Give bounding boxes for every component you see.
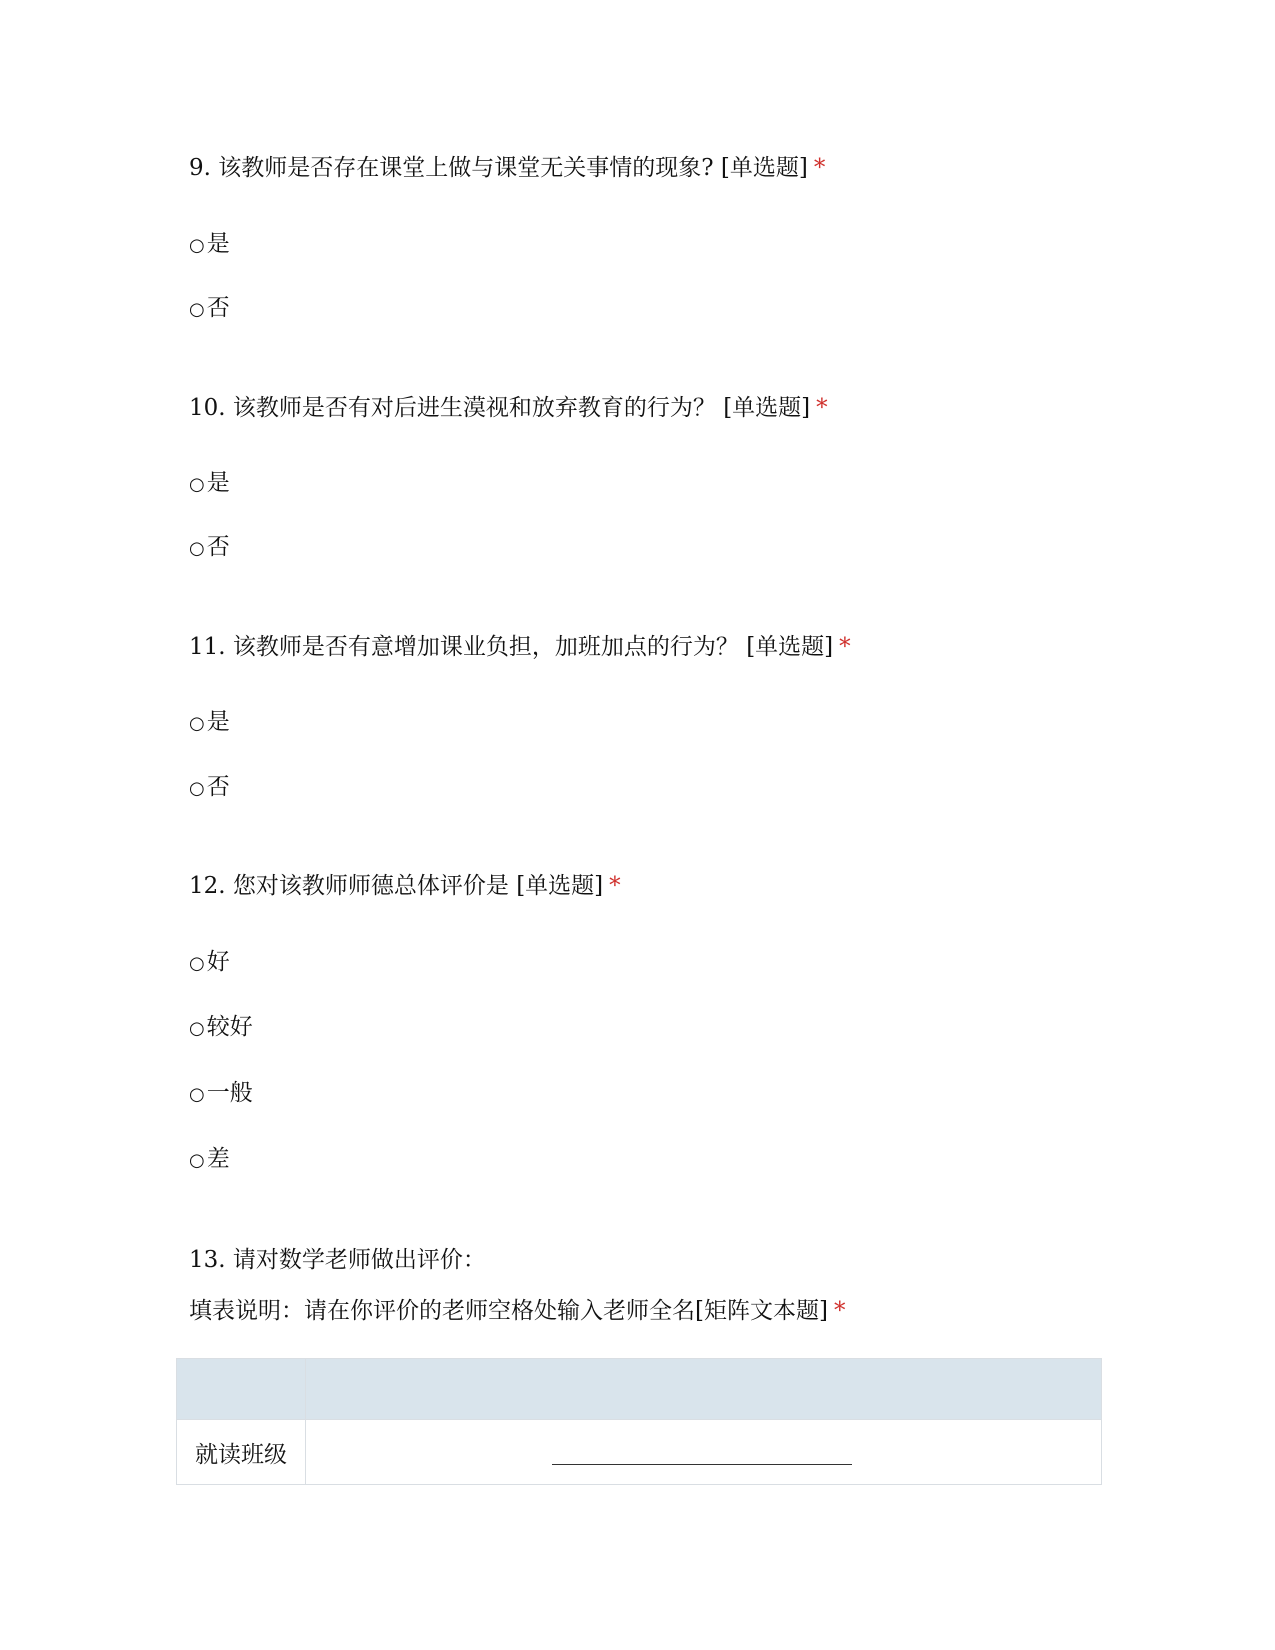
question-9-title xyxy=(189,152,825,184)
question-9-option-2[interactable] xyxy=(189,292,230,326)
question-10-text: 10. 该教师是否有对后进生漠视和放弃教育的行为？ [单选题] xyxy=(189,395,811,421)
question-13-instruction xyxy=(189,1295,845,1327)
instruction-text: 填表说明：请在你评价的老师空格处输入老师全名[矩阵文本题] xyxy=(189,1298,828,1324)
question-13-title xyxy=(189,1244,486,1276)
matrix-row xyxy=(177,1420,1102,1485)
question-11-option-1[interactable] xyxy=(189,706,230,740)
option-label: 是 xyxy=(206,470,230,496)
question-11-title xyxy=(189,631,851,663)
matrix-table xyxy=(176,1358,1102,1485)
question-12-option-1[interactable] xyxy=(189,946,230,980)
matrix-header-cell xyxy=(306,1359,1102,1420)
option-label: 一般 xyxy=(206,1080,253,1106)
required-mark: * xyxy=(813,155,826,181)
question-10-option-1[interactable] xyxy=(189,467,230,501)
question-11-option-2[interactable] xyxy=(189,771,230,805)
matrix-header-corner xyxy=(177,1359,306,1420)
radio-icon: ○ xyxy=(189,953,205,974)
required-mark: * xyxy=(609,873,621,899)
question-9-text: 9. 该教师是否存在课堂上做与课堂无关事情的现象? [单选题] xyxy=(189,155,808,181)
question-10-title xyxy=(189,392,828,424)
radio-icon: ○ xyxy=(189,474,205,495)
question-12-text: 12. 您对该教师师德总体评价是 [单选题] xyxy=(189,873,604,899)
question-13-text: 13. 请对数学老师做出评价： xyxy=(189,1247,486,1273)
question-11-text: 11. 该教师是否有意增加课业负担，加班加点的行为？ [单选题] xyxy=(189,634,834,660)
question-12-option-4[interactable] xyxy=(189,1143,230,1177)
radio-icon: ○ xyxy=(189,299,205,320)
question-12-option-2[interactable] xyxy=(189,1011,253,1045)
question-10-option-2[interactable] xyxy=(189,531,230,565)
radio-icon: ○ xyxy=(189,235,205,256)
option-label: 是 xyxy=(206,231,230,257)
required-mark: * xyxy=(816,395,828,421)
option-label: 差 xyxy=(206,1146,230,1172)
radio-icon: ○ xyxy=(189,778,205,799)
question-12-title xyxy=(189,870,621,902)
question-9-option-1[interactable] xyxy=(189,228,230,262)
radio-icon: ○ xyxy=(189,538,205,559)
option-label: 好 xyxy=(206,949,230,975)
radio-icon: ○ xyxy=(189,1150,205,1171)
option-label: 否 xyxy=(206,774,230,800)
option-label: 否 xyxy=(206,534,230,560)
required-mark: * xyxy=(839,634,851,660)
teacher-name-blank[interactable] xyxy=(552,1464,852,1465)
question-12-option-3[interactable] xyxy=(189,1077,253,1111)
option-label: 否 xyxy=(206,295,230,321)
required-mark: * xyxy=(833,1298,846,1324)
radio-icon: ○ xyxy=(189,1018,205,1039)
matrix-header-row xyxy=(177,1359,1102,1420)
matrix-text-cell[interactable] xyxy=(306,1420,1102,1485)
radio-icon: ○ xyxy=(189,1084,205,1105)
option-label: 是 xyxy=(206,709,230,735)
option-label: 较好 xyxy=(206,1014,253,1040)
matrix-row-label: 就读班级 xyxy=(177,1420,306,1485)
radio-icon: ○ xyxy=(189,713,205,734)
